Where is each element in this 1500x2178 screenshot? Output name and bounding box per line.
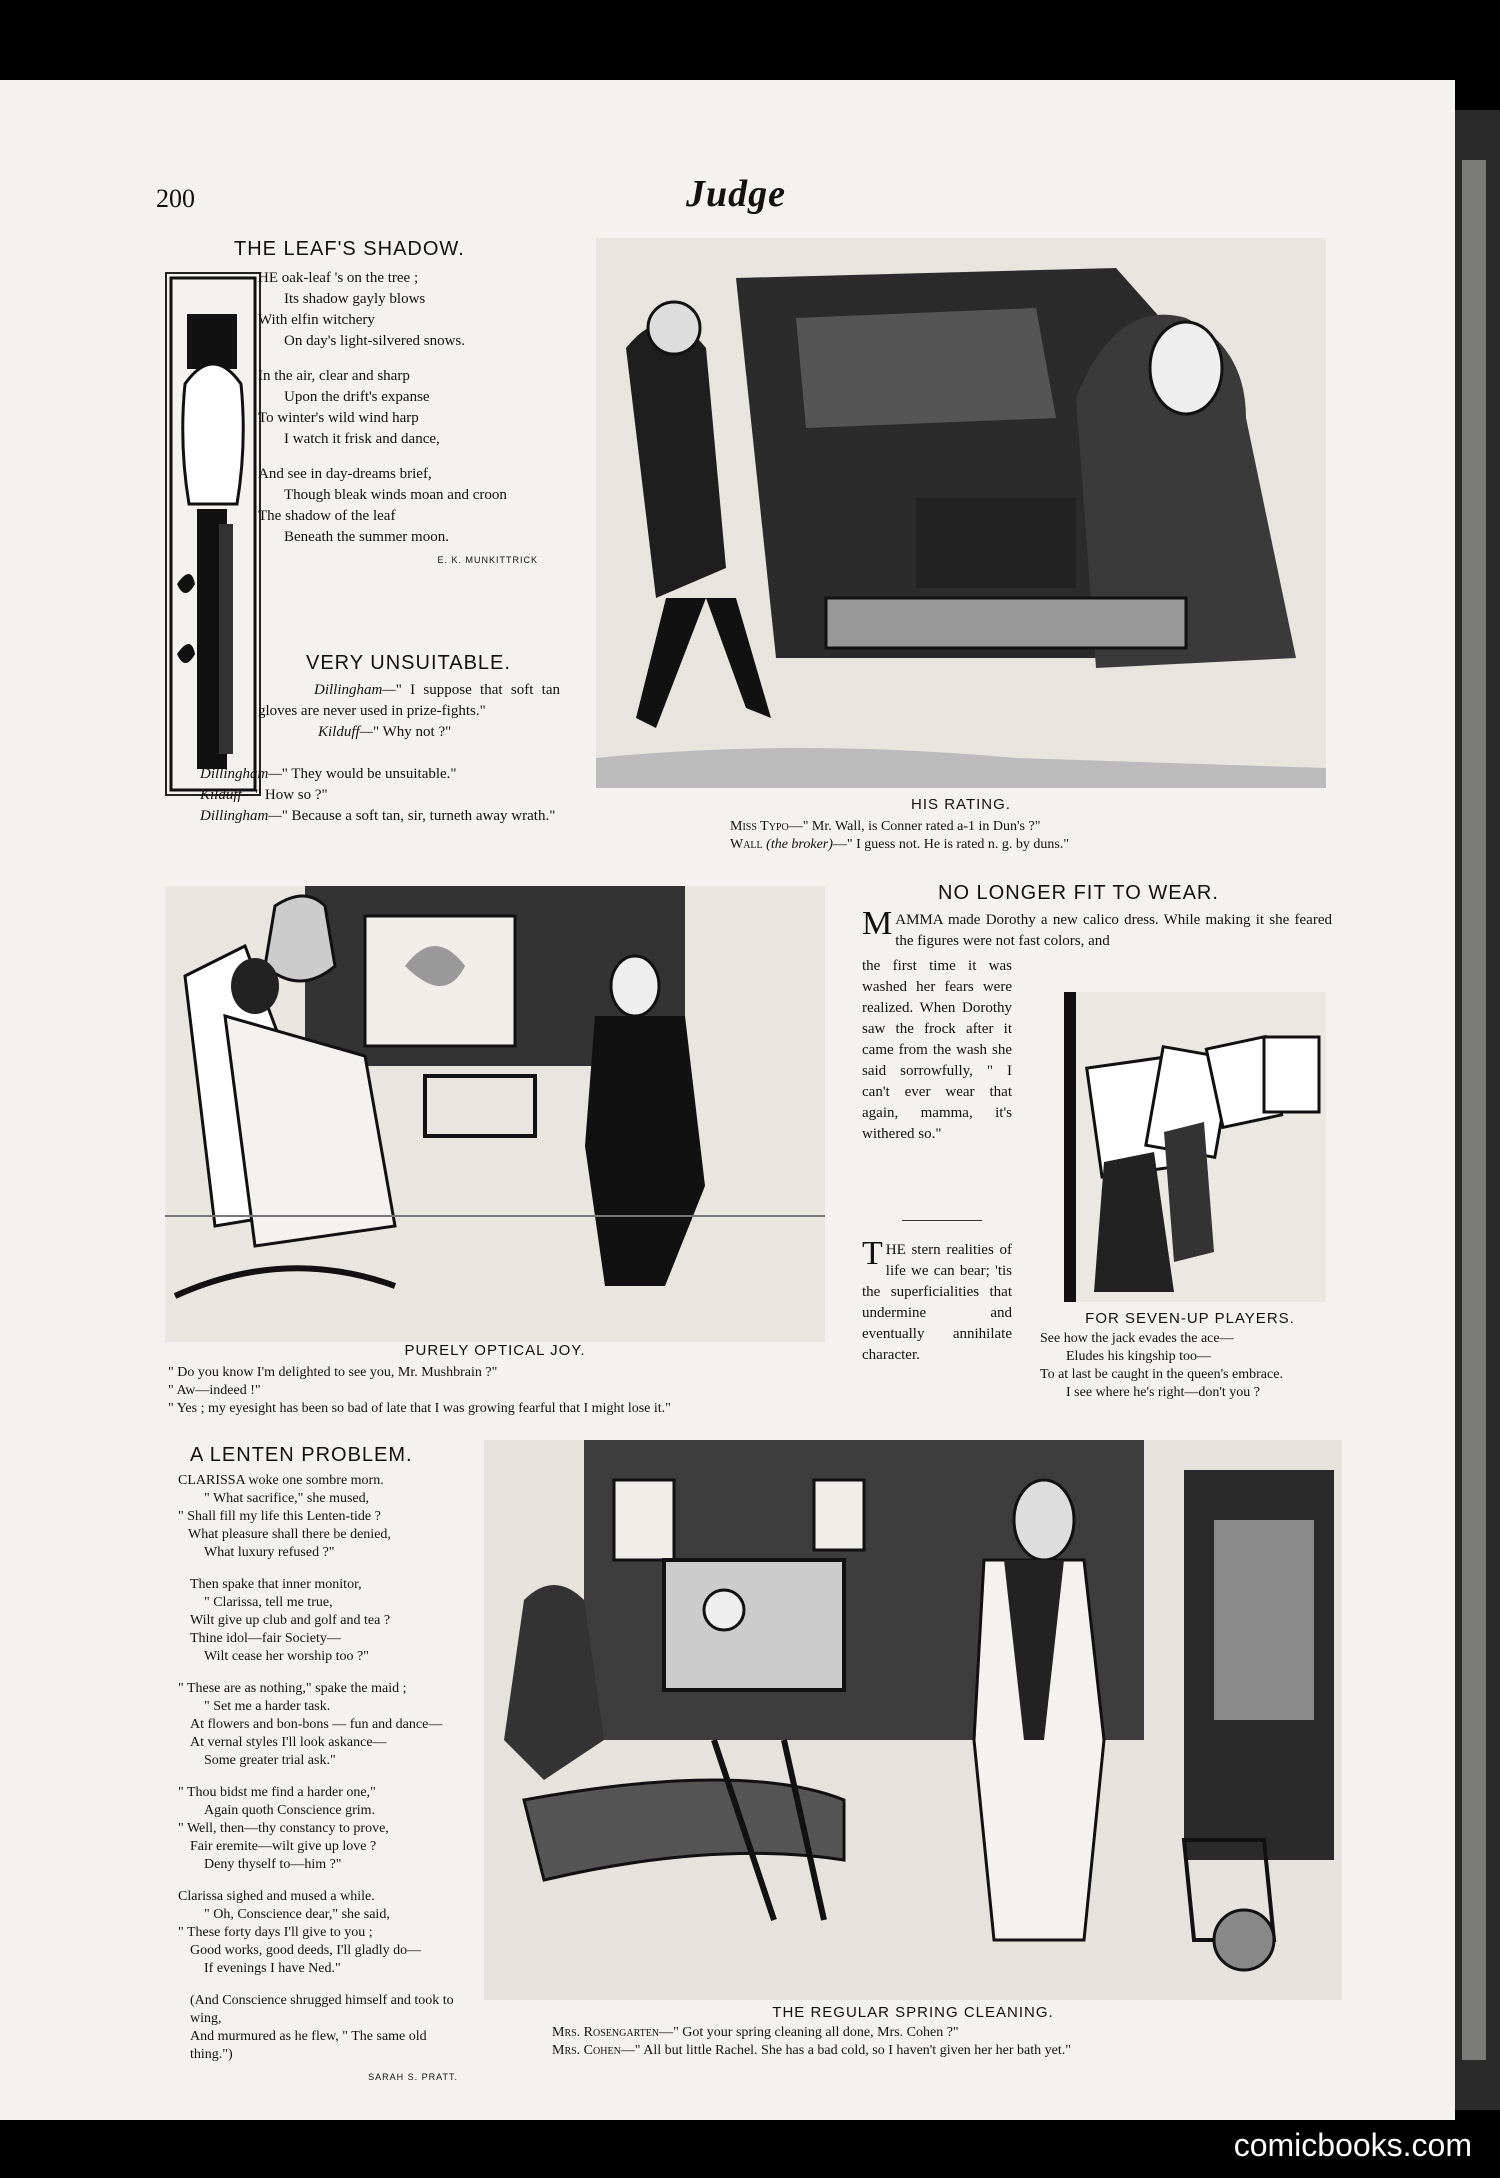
leaf-decoration-icon	[167, 274, 259, 794]
masthead: Judge	[686, 173, 786, 215]
drop-cap: T	[862, 1235, 883, 1272]
poem-line: " Well, then—thy constancy to prove,	[178, 1821, 389, 1836]
poem-line: " Thou bidst me find a harder one,"	[178, 1785, 376, 1800]
poem-line: I see where he's right—don't you ?	[1066, 1385, 1260, 1400]
purely-optical-joy-caption	[168, 1364, 848, 1418]
lenten-title: A LENTEN PROBLEM.	[190, 1444, 413, 1466]
poem-line: Though bleak winds moan and croon	[284, 487, 507, 503]
poem-line: " These forty days I'll give to you ;	[178, 1925, 373, 1940]
poem-line: On day's light-silvered snows.	[284, 333, 466, 349]
his-rating-illustration	[596, 238, 1326, 788]
magazine-page	[0, 80, 1455, 2120]
speaker: Kilduff—	[318, 724, 374, 740]
poem-line: " Set me a harder task.	[204, 1699, 331, 1714]
poem-line: And murmured as he flew, " The same old thing.")	[190, 2029, 427, 2062]
dialogue-text: " Why not ?"	[373, 724, 452, 740]
stern-realities-text	[862, 1235, 1012, 1366]
spring-cleaning-caption	[552, 2024, 1342, 2060]
parlor-scene-icon	[165, 886, 825, 1342]
seven-up-poem	[1040, 1330, 1340, 1402]
spring-cleaning-illustration	[484, 1440, 1342, 2000]
poem-line: Eludes his kingship too—	[1066, 1349, 1212, 1364]
poem-line: HE oak-leaf 's on the tree ;	[258, 270, 419, 286]
poem-line: " Clarissa, tell me true,	[204, 1595, 333, 1610]
fit-to-wear-lead	[862, 905, 1332, 952]
fit-to-wear-column: the first time it was washed her fears were realized. When Dorothy saw the frock after it came from the wash she said sorrowfully, " I can't ever wear that again, mamma, it's withered so."	[862, 958, 1012, 1142]
poem-line: What luxury refused ?"	[204, 1545, 335, 1560]
poem-line: What pleasure shall there be denied,	[188, 1527, 391, 1542]
poem-line: Upon the drift's expanse	[284, 389, 430, 405]
section-divider	[902, 1220, 982, 1221]
playing-cards-icon	[1064, 992, 1326, 1302]
poem-line: " Oh, Conscience dear," she said,	[204, 1907, 390, 1922]
dialogue-text: " Yes ; my eyesight has been so bad of late that I was growing fearful that I might lose it."	[168, 1401, 671, 1416]
poem-line: I watch it frisk and dance,	[284, 431, 440, 447]
purely-optical-joy-title: PURELY OPTICAL JOY.	[404, 1342, 586, 1359]
purely-optical-joy-illustration	[165, 886, 825, 1342]
poem-line: And see in day-dreams brief,	[258, 466, 432, 482]
drop-cap: M	[862, 905, 893, 942]
dialogue-text: —" I guess not. He is rated n. g. by duns."	[832, 837, 1070, 852]
poem-line: Some greater trial ask."	[204, 1753, 336, 1768]
seven-up-title: FOR SEVEN-UP PLAYERS.	[1085, 1310, 1295, 1327]
poem-line: The shadow of the leaf	[258, 508, 396, 524]
leaf-decoration-illustration	[165, 272, 261, 796]
leaf-shadow-author: E. K. MUNKITTRICK	[437, 555, 538, 565]
his-rating-caption	[730, 818, 1350, 854]
speaker-aside: (the broker)	[766, 837, 833, 852]
poem-line: Deny thyself to—him ?"	[204, 1857, 342, 1872]
poem-line: In the air, clear and sharp	[258, 368, 410, 384]
poem-line: Fair eremite—wilt give up love ?	[190, 1839, 377, 1854]
poem-line: Beneath the summer moon.	[284, 529, 449, 545]
poem-line: " These are as nothing," spake the maid ;	[178, 1681, 407, 1696]
dialogue-text: " Aw—indeed !"	[168, 1383, 261, 1398]
poem-line: With elfin witchery	[258, 312, 375, 328]
speaker: Kilduff—	[200, 787, 256, 803]
poem-line: Good works, good deeds, I'll gladly do—	[190, 1943, 422, 1958]
speaker: Miss Typo—	[730, 819, 803, 834]
poem-line: Then spake that inner monitor,	[190, 1577, 362, 1592]
poem-line: CLARISSA woke one sombre morn.	[178, 1473, 384, 1488]
kitchen-scene-icon	[484, 1440, 1342, 2000]
dialogue-text: " Got your spring cleaning all done, Mrs. Cohen ?"	[673, 2025, 959, 2040]
poem-line: (And Conscience shrugged himself and took to wing,	[190, 1993, 454, 2026]
dialogue-text: " Because a soft tan, sir, turneth away wrath."	[281, 808, 556, 824]
poem-line: " What sacrifice," she mused,	[204, 1491, 370, 1506]
spring-cleaning-title: THE REGULAR SPRING CLEANING.	[772, 2004, 1054, 2021]
fit-to-wear-title: NO LONGER FIT TO WEAR.	[938, 882, 1219, 904]
dialogue-text: " How so ?"	[255, 787, 328, 803]
speaker: Mrs. Cohen—	[552, 2043, 635, 2058]
dialogue-text: " Do you know I'm delighted to see you, Mr. Mushbrain ?"	[168, 1365, 498, 1380]
poem-line: At vernal styles I'll look askance—	[190, 1735, 387, 1750]
dialogue-text: " Mr. Wall, is Conner rated a-1 in Dun's ?"	[802, 819, 1041, 834]
dialogue-text: " All but little Rachel. She has a bad cold, so I haven't given her her bath yet."	[634, 2043, 1071, 2058]
unsuitable-dialogue	[258, 680, 560, 743]
speaker: Mrs. Rosengarten—	[552, 2025, 674, 2040]
poem-line: If evenings I have Ned."	[204, 1961, 341, 1976]
poem-line: Wilt give up club and golf and tea ?	[190, 1613, 391, 1628]
lenten-author: SARAH S. PRATT.	[368, 2072, 458, 2082]
speaker: Dillingham—	[200, 766, 282, 782]
leaf-shadow-poem	[258, 268, 558, 571]
story-text: HE stern realities of life we can bear; 'tis the superficialities that undermine and eventually annihilate character.	[862, 1242, 1012, 1363]
watermark: comicbooks.com	[1233, 2127, 1472, 2163]
poem-line: Thine idol—fair Society—	[190, 1631, 341, 1646]
speaker: Dillingham—	[200, 808, 282, 824]
lenten-poem	[178, 1472, 458, 2086]
unsuitable-title: VERY UNSUITABLE.	[306, 652, 511, 674]
page-number: 200	[156, 184, 195, 213]
poem-line: Again quoth Conscience grim.	[204, 1803, 376, 1818]
poem-line: Wilt cease her worship too ?"	[204, 1649, 369, 1664]
dialogue-text: " They would be unsuitable."	[281, 766, 457, 782]
seven-up-illustration	[1064, 992, 1326, 1302]
next-page-edge	[1462, 160, 1486, 2060]
his-rating-title: HIS RATING.	[911, 796, 1011, 813]
poem-line: At flowers and bon-bons — fun and dance—	[190, 1717, 443, 1732]
poem-line: " Shall fill my life this Lenten-tide ?	[178, 1509, 381, 1524]
poem-line: Its shadow gayly blows	[284, 291, 426, 307]
poem-line: To winter's wild wind harp	[258, 410, 419, 426]
speaker: Dillingham—	[314, 682, 396, 698]
poem-line: Clarissa sighed and mused a while.	[178, 1889, 375, 1904]
story-text: AMMA made Dorothy a new calico dress. While making it she feared the figures were not fast colors, and	[895, 912, 1332, 949]
speaker: Wall	[730, 837, 763, 852]
poem-line: To at last be caught in the queen's embrace.	[1040, 1367, 1283, 1382]
poem-line: See how the jack evades the ace—	[1040, 1331, 1234, 1346]
dialogue-text: " I suppose that soft tan gloves are never used in prize-fights."	[258, 682, 560, 719]
leaf-shadow-title: THE LEAF'S SHADOW.	[234, 238, 465, 260]
office-scene-icon	[596, 238, 1326, 788]
unsuitable-dialogue-cont	[162, 764, 560, 827]
